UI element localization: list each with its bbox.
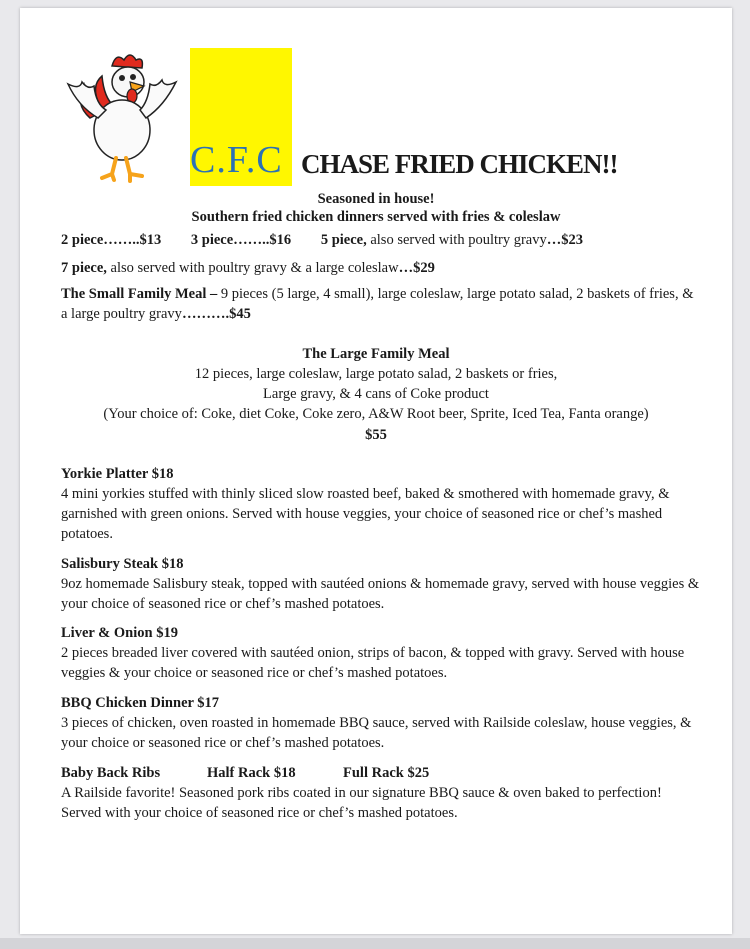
entree-title: BBQ Chicken Dinner $17 bbox=[61, 695, 220, 711]
seven-piece-label: 7 piece, bbox=[61, 260, 107, 276]
small-family-meal bbox=[61, 284, 701, 324]
entree-liver-onion bbox=[61, 623, 701, 683]
entree-title: Yorkie Platter $18 bbox=[61, 466, 174, 482]
entree-yorkie-platter bbox=[61, 464, 701, 544]
small-family-meal-price: ……….$45 bbox=[181, 306, 251, 322]
entree-desc: 3 pieces of chicken, oven roasted in homemade BBQ sauce, served with Railside coleslaw, house veggies, & your choice or seasoned rice or chef’s mashed potatoes. bbox=[61, 715, 692, 751]
entree-title: Liver & Onion $19 bbox=[61, 625, 178, 641]
brand-full-name: CHASE FRIED CHICKEN!! bbox=[301, 149, 618, 179]
entree-desc: 4 mini yorkies stuffed with thinly sliced slow roasted beef, baked & smothered with homemade gravy, & garnished with green onions. Served with house veggies, your choice of seasoned rice or chef’s mashed potatoes. bbox=[61, 486, 670, 542]
bottom-edge bbox=[0, 938, 750, 949]
ribs-title-row bbox=[61, 763, 701, 783]
large-family-meal-line1: 12 pieces, large coleslaw, large potato salad, 2 baskets or fries, bbox=[194, 366, 558, 382]
five-piece-desc: also served with poultry gravy bbox=[366, 232, 547, 248]
ribs-full-rack: Full Rack $25 bbox=[343, 765, 430, 781]
five-piece-price: …$23 bbox=[546, 232, 583, 248]
ribs-desc: A Railside favorite! Seasoned pork ribs coated in our signature BBQ sauce & oven baked to perfection! Served with your choice of seasoned rice or chef’s mashed potatoes. bbox=[61, 785, 662, 821]
entree-desc: 9oz homemade Salisbury steak, topped with sautéed onions & homemade gravy, served with house veggies & your choice of seasoned rice or chef’s mashed potatoes. bbox=[61, 576, 700, 612]
seven-piece-desc: also served with poultry gravy & a large coleslaw bbox=[106, 260, 399, 276]
five-piece-item bbox=[321, 232, 583, 248]
entree-bbq-chicken-dinner bbox=[61, 693, 701, 753]
large-family-meal-line3: (Your choice of: Coke, diet Coke, Coke zero, A&W Root beer, Sprite, Iced Tea, Fanta orange) bbox=[103, 406, 649, 422]
rooster-logo-icon bbox=[60, 48, 190, 186]
intro-southern: Southern fried chicken dinners served with fries & coleslaw bbox=[191, 209, 561, 225]
entree-salisbury-steak bbox=[61, 554, 701, 614]
entree-baby-back-ribs bbox=[61, 763, 701, 823]
ribs-half-rack: Half Rack $18 bbox=[207, 765, 296, 781]
entree-desc: 2 pieces breaded liver covered with sautéed onion, strips of bacon, & topped with gravy. Served with house veggies & your choice or seasoned rice or chef’s mashed potatoes. bbox=[61, 645, 685, 681]
seven-piece-row bbox=[61, 258, 701, 278]
three-piece-price: 3 piece……..$16 bbox=[190, 232, 292, 248]
large-family-meal-line2: Large gravy, & 4 cans of Coke product bbox=[263, 386, 489, 402]
five-piece-label: 5 piece, bbox=[320, 232, 367, 248]
seven-piece-price: …$29 bbox=[398, 260, 435, 276]
small-family-meal-name: The Small Family Meal – bbox=[61, 286, 218, 302]
large-family-meal-price: $55 bbox=[365, 427, 387, 443]
piece-prices-row bbox=[61, 230, 701, 250]
ribs-name: Baby Back Ribs bbox=[61, 765, 161, 781]
entree-title: Salisbury Steak $18 bbox=[61, 556, 184, 572]
intro-seasoned: Seasoned in house! bbox=[317, 191, 435, 207]
small-family-meal-desc: 9 pieces (5 large, 4 small), large coleslaw, large potato salad, 2 baskets of fries, & a large poultry gravy bbox=[61, 286, 694, 322]
two-piece-price: 2 piece……..$13 bbox=[61, 232, 162, 248]
large-family-meal-name: The Large Family Meal bbox=[302, 346, 450, 362]
brand-short-name: C.F.C bbox=[190, 139, 283, 181]
menu-page bbox=[20, 8, 732, 934]
